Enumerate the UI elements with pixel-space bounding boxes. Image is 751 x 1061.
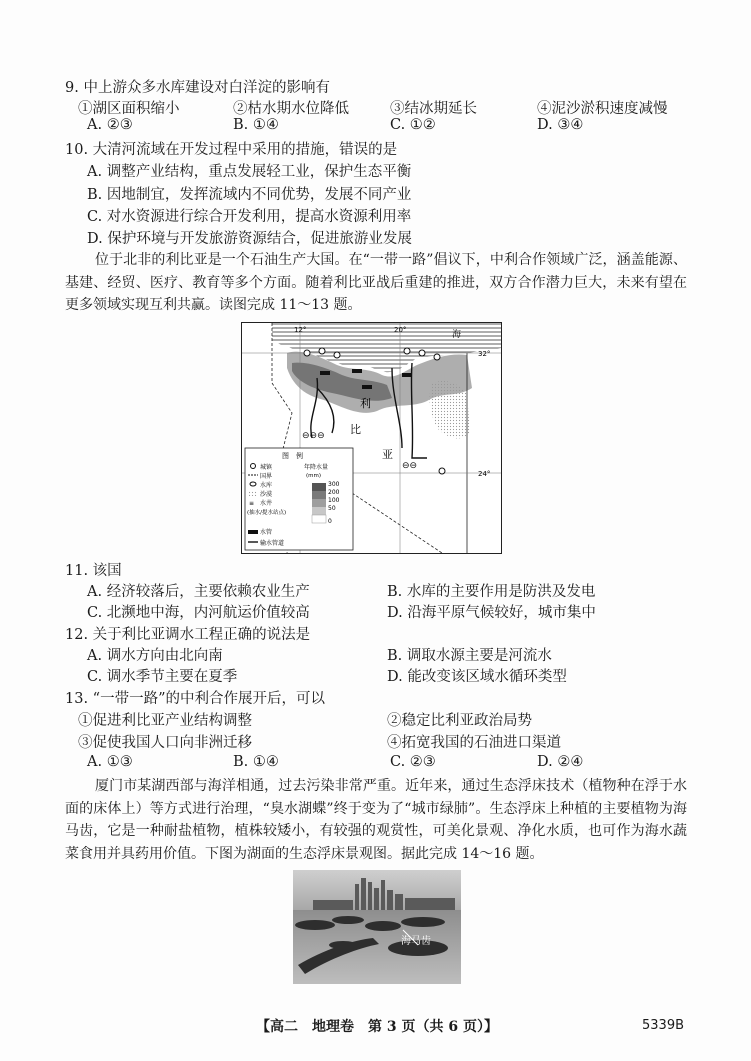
lon-label-12: 12° [294,326,307,334]
q9-option-a: A. ②③ [87,117,133,133]
q11-option-b: B. 水库的主要作用是防洪及发电 [387,584,596,600]
town-2 [319,348,325,354]
q12-option-c: C. 调水季节主要在夏季 [87,669,238,685]
town-7 [439,468,445,474]
legend-town-symbol [251,464,256,469]
lat-label-32: 32° [478,350,491,358]
q13-item-4: ④拓宽我国的石油进口渠道 [387,735,561,751]
xiamen-intro: 厦门市某湖西部与海洋相通，过去污染非常严重。近年来，通过生态浮床技术（植物种在浮于水面的床体上）等方式进行治理，“臭水湖蝶”终于变为了“城市绿肺”。生态浮床上种植的主要植物为海马齿，它是一种耐盐植物，植株较矮小，有较强的观赏性，可美化景观、净化水质，也可作为海水蔬菜食用并具药用价值。下图为湖面的生态浮床景观图。据此完成 14～16 题。 [65,778,687,862]
reservoir-3 [402,373,412,377]
q9-stem: 9. 中上游众多水库建设对白洋淀的影响有 [65,80,330,96]
precip-value-200: 200 [328,489,340,496]
precip-swatch-300 [312,483,326,491]
well-symbols-east: ⊖⊖ [402,461,418,471]
libya-map-svg [242,323,501,553]
town-1 [304,350,310,356]
legend-item-1: 国界 [260,473,273,480]
town-3 [334,352,340,358]
precip-swatch-0 [312,515,326,523]
q9-item-1: ①湖区面积缩小 [78,101,180,117]
lat-label-24: 24° [478,470,491,478]
q9-option-b: B. ①④ [233,117,279,133]
q12-option-a: A. 调水方向由北向南 [87,648,223,664]
precip-value-300: 300 [328,481,340,488]
q9-option-d: D. ③④ [537,117,584,133]
q9-item-3: ③结冰期延长 [390,101,477,117]
q13-item-1: ①促进利比亚产业结构调整 [78,713,252,729]
q11-option-a: A. 经济较落后，主要依赖农业生产 [87,584,310,600]
well-symbols-west: ⊖⊖⊖ [302,431,325,441]
reservoir-1 [320,371,330,375]
photo-label: 海马齿 [401,936,431,947]
q13-option-a: A. ①③ [87,754,133,770]
place-label-ya: 亚 [382,448,393,461]
q9-option-c: C. ①② [390,117,436,133]
precip-swatch-100 [312,499,326,507]
precip-title: 年降水量 [304,464,329,471]
legend-item-3: 沙漠 [260,491,273,498]
q10-option-c: C. 对水资源进行综合开发利用，提高水资源利用率 [87,209,412,225]
legend-well-symbol: ≡ [249,500,255,507]
town-6 [434,354,440,360]
precip-swatch-200 [312,491,326,499]
q13-stem: 13. “一带一路”的中利合作展开后，可以 [65,691,325,707]
legend-item-7: 输水管道 [260,540,285,547]
q13-option-c: C. ②③ [390,754,436,770]
q13-item-3: ③促使我国人口向非洲迁移 [78,735,252,751]
legend-pipe-symbol [248,530,258,534]
town-5 [419,350,425,356]
legend-reservoir-symbol [250,482,256,486]
place-label-li: 利 [360,397,371,410]
page-footer: 【高二 地理卷 第 3 页（共 6 页）】 [256,1019,498,1035]
town-4 [404,348,410,354]
q13-item-2: ②稳定比利亚政治局势 [387,713,532,729]
precip-value-100: 100 [328,497,340,504]
q11-option-d: D. 沿海平原气候较好，城市集中 [387,605,596,621]
q12-stem: 12. 关于利比亚调水工程正确的说法是 [65,627,311,643]
q10-stem: 10. 大清河流域在开发过程中采用的措施，错误的是 [65,142,398,158]
place-label-bi: 比 [350,423,361,436]
legend-desert-symbol [249,491,257,496]
q9-item-4: ④泥沙淤积速度减慢 [537,101,668,117]
precip-value-50: 50 [328,505,336,512]
precip-value-0: 0 [328,518,332,525]
reservoir-4 [362,385,372,389]
reservoir-2 [352,369,362,373]
sea-label: 海 [452,330,462,340]
legend-item-4: 水井 [260,500,273,507]
q11-stem: 11. 该国 [65,563,122,579]
south-border [352,493,442,553]
floating-bed-photo [293,870,461,984]
q13-option-d: D. ②④ [537,754,584,770]
legend-title: 图 例 [282,452,303,460]
q11-option-c: C. 北濒地中海，内河航运价值较高 [87,605,310,621]
legend-item-0: 城镇 [260,464,273,471]
legend-item-5: (抽水/提水站点) [247,510,287,516]
map-legend [245,448,353,550]
q12-option-d: D. 能改变该区域水循环类型 [387,669,567,685]
floating-bed-photo-svg [293,870,461,984]
q10-option-a: A. 调整产业结构，重点发展轻工业，保护生态平衡 [87,164,412,180]
q12-option-b: B. 调取水源主要是河流水 [387,648,552,664]
libya-map [241,322,502,554]
q13-option-b: B. ①④ [233,754,279,770]
legend-item-2: 水库 [260,482,273,489]
q10-option-b: B. 因地制宜，发挥流域内不同优势，发展不同产业 [87,187,412,203]
legend-item-6: 水管 [260,529,273,536]
precip-unit: (mm) [306,473,322,479]
libya-intro: 位于北非的利比亚是一个石油生产大国。在“一带一路”倡议下，中利合作领域广泛，涵盖能源、基建、经贸、医疗、教育等多个方面。随着利比亚战后重建的推进，双方合作潜力巨大，未来有望在更多领域实现互利共赢。读图完成 11～13 题。 [65,252,687,313]
precip-swatch-50 [312,507,326,515]
lon-label-20: 20° [394,326,407,334]
paper-code: 5339B [642,1018,685,1033]
q10-option-d: D. 保护环境与开发旅游资源结合，促进旅游业发展 [87,231,412,247]
q9-item-2: ②枯水期水位降低 [233,101,349,117]
